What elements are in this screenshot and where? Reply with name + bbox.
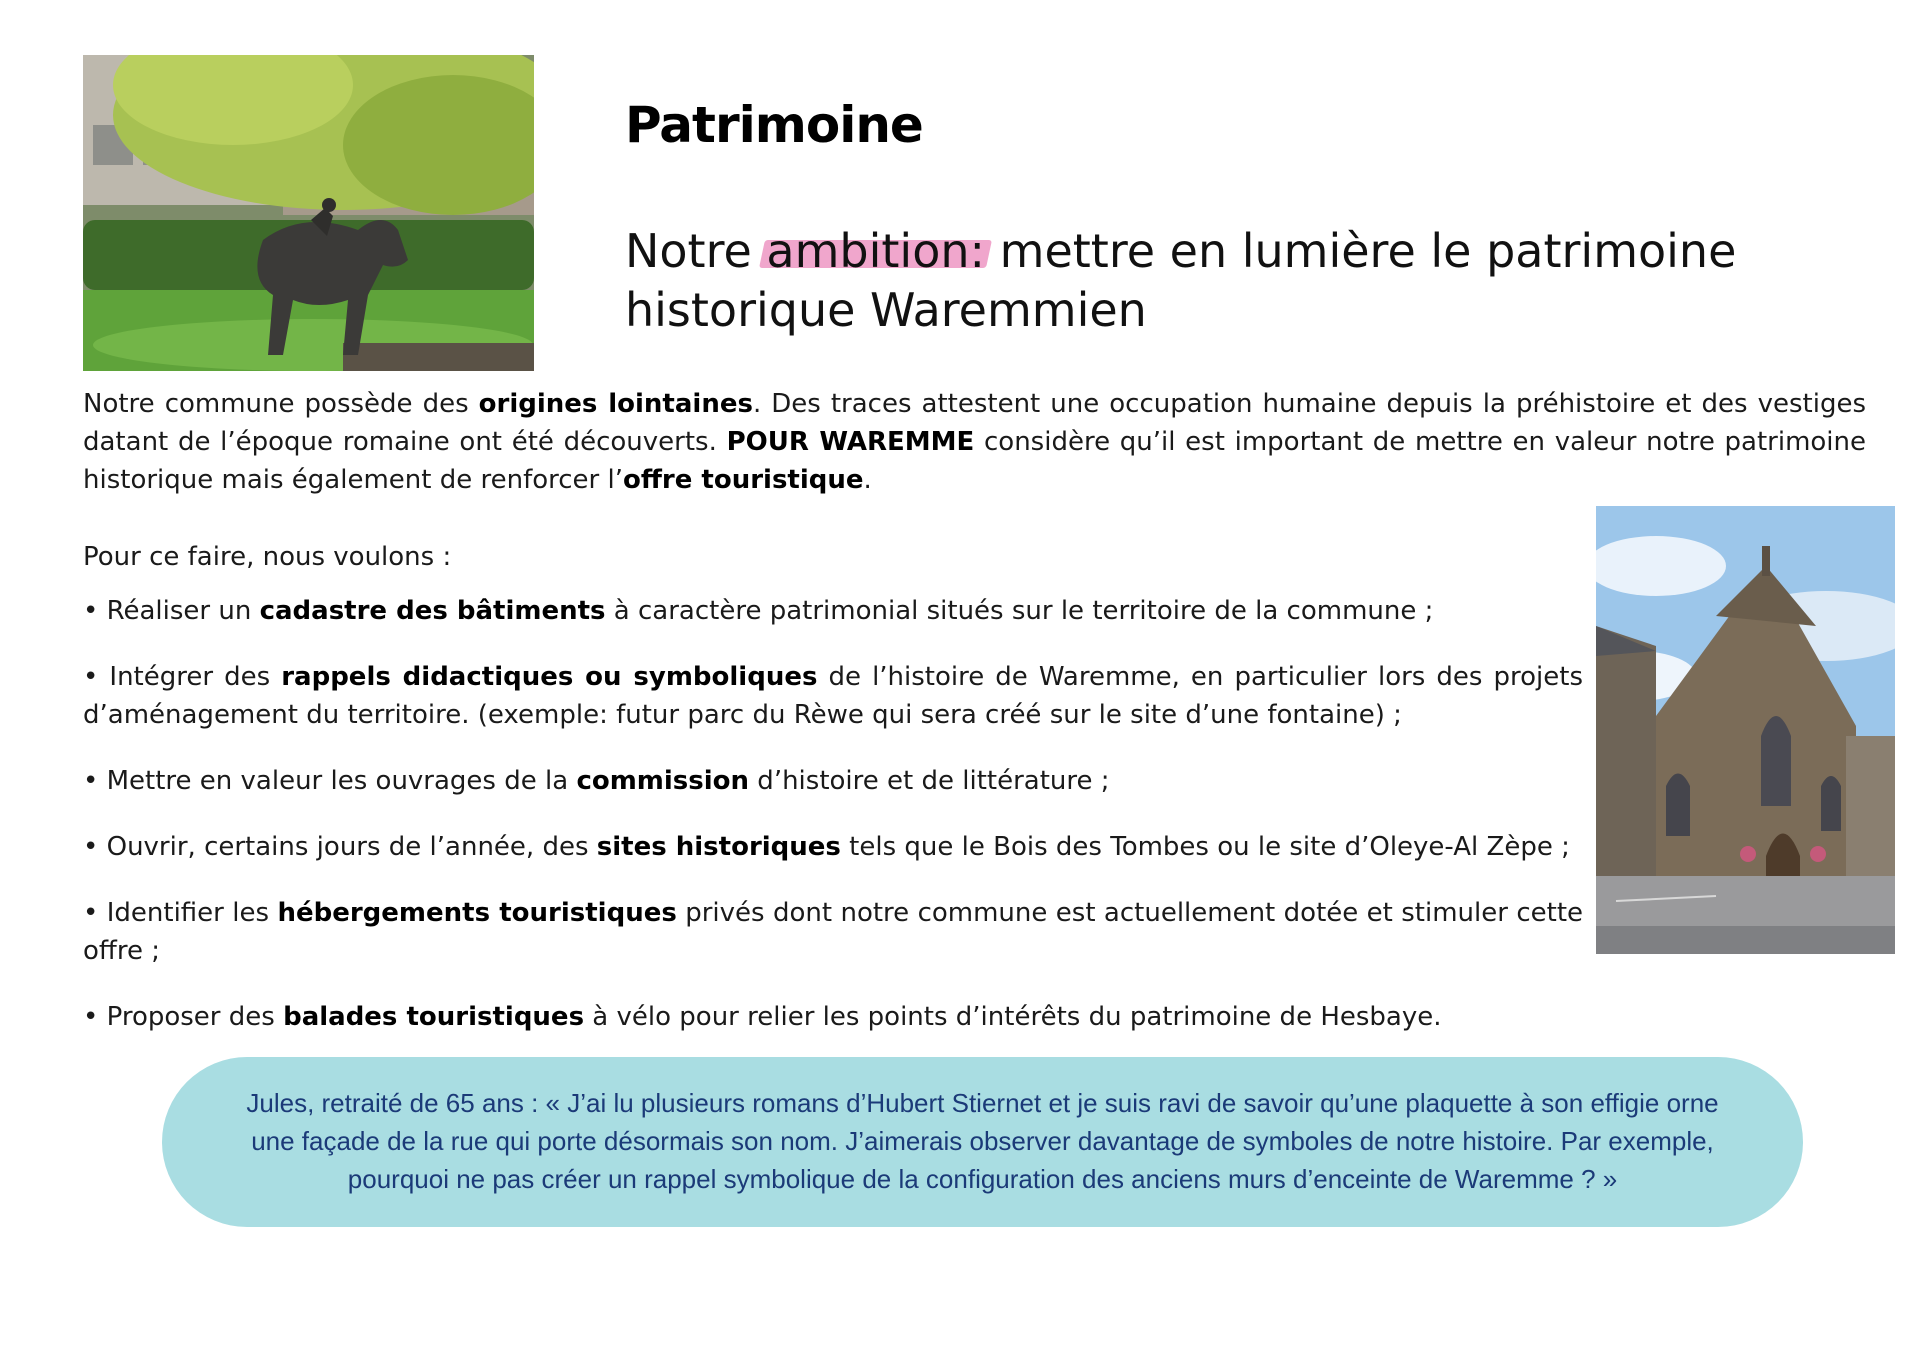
list-item: [83, 998, 1883, 1036]
bold-text: rappels didactiques ou symboliques: [281, 662, 818, 692]
ambition-prefix: Notre: [625, 224, 767, 278]
text-run: • Intégrer des: [83, 662, 282, 692]
text-run: de l’histoire de Waremme, en particulier lors des projets d’aménagement du territoire. (exemple: futur parc du Rèwe qui sera créé sur le site d’une fontaine) ;: [83, 662, 1583, 730]
text-run: considère qu’il est important de mettre en valeur notre patrimoine historique mais également de renforcer l’: [83, 427, 1866, 495]
church-image: [1596, 506, 1895, 954]
list-item: [83, 592, 1583, 630]
list-item: [83, 828, 1583, 866]
text-run: à caractère patrimonial situés sur le territoire de la commune ;: [605, 596, 1434, 626]
text-run: . Des traces attestent une occupation humaine depuis la préhistoire et des vestiges datant de l’époque romaine ont été découverts.: [83, 389, 1867, 457]
ambition-highlight: ambition: [766, 222, 969, 281]
page-title: Patrimoine: [625, 96, 923, 154]
text-run: .: [863, 465, 872, 495]
lead-text: Pour ce faire, nous voulons :: [83, 542, 452, 572]
list-item: [83, 658, 1583, 734]
bold-text: commission: [576, 766, 750, 796]
text-run: • Ouvrir, certains jours de l’année, des: [83, 832, 597, 862]
church-photo: [1596, 506, 1895, 954]
text-run: • Mettre en valeur les ouvrages de la: [83, 766, 577, 796]
text-run: privés dont notre commune est actuellement dotée et stimuler cette offre ;: [83, 898, 1584, 966]
statue-photo: [83, 55, 534, 371]
text-run: • Réaliser un: [83, 596, 260, 626]
bold-text: origines lointaines: [478, 389, 753, 419]
text-run: à vélo pour relier les points d’intérêts du patrimoine de Hesbaye.: [584, 1002, 1442, 1032]
text-run: d’histoire et de littérature ;: [749, 766, 1110, 796]
bold-text: cadastre des bâtiments: [259, 596, 606, 626]
text-run: tels que le Bois des Tombes ou le site d’Oleye-Al Zèpe ;: [840, 832, 1570, 862]
ambition-heading: [625, 222, 1855, 340]
text-run: Notre commune possède des: [83, 389, 479, 419]
bold-text: hébergements touristiques: [277, 898, 677, 928]
text-run: • Identifier les: [83, 898, 278, 928]
bold-text: balades touristiques: [283, 1002, 585, 1032]
list-item: [83, 762, 1583, 800]
list-item: [83, 894, 1583, 970]
ambition-suffix: : mettre en lumière le patrimoine historique Waremmien: [625, 224, 1737, 337]
text-run: • Proposer des: [83, 1002, 284, 1032]
intro-paragraph: [83, 385, 1866, 499]
bold-text: POUR WAREMME: [726, 427, 975, 457]
horse-statue-image: [83, 55, 534, 371]
bold-text: sites historiques: [596, 832, 841, 862]
testimonial-quote: Jules, retraité de 65 ans : « J’ai lu plusieurs romans d’Hubert Stiernet et je suis ravi de savoir qu’une plaquette à son effigie orne une façade de la rue qui porte désormais son nom. J’aimerais observer davantage de symboles de notre histoire. Par exemple, pourquoi ne pas créer un rappel symbolique de la configuration des anciens murs d’enceinte de Waremme ? »: [162, 1057, 1803, 1227]
bold-text: offre touristique: [622, 465, 864, 495]
